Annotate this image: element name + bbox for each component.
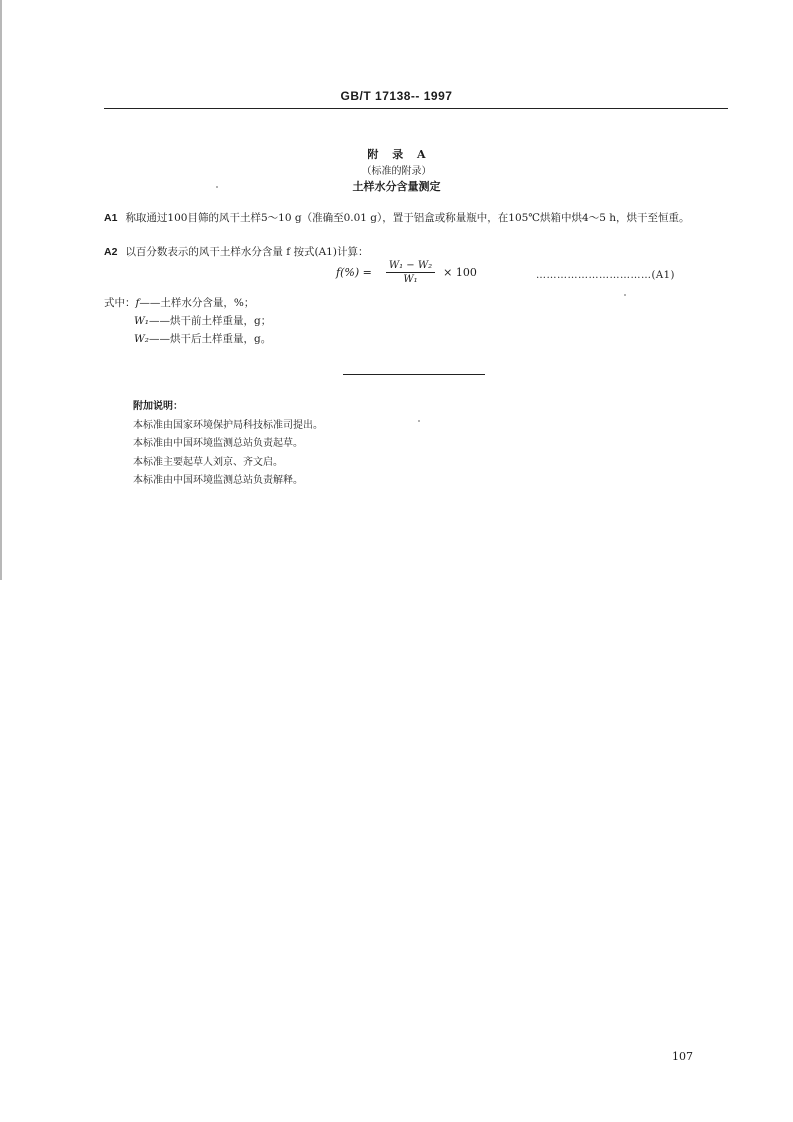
definition-symbol: W₂ [134, 333, 150, 345]
scan-edge [0, 0, 2, 580]
definition-separator: —— [149, 315, 171, 327]
formula-fraction [386, 260, 435, 285]
note-line: 本标准由国家环境保护局科技标准司提出。 [133, 419, 323, 431]
page-number: 107 [672, 1050, 693, 1063]
formula-multiplier: × 100 [443, 266, 477, 279]
definition-text: 烘干前土样重量，g； [170, 315, 272, 327]
standard-code: GB/T 17138-- 1997 [340, 89, 453, 103]
note-line: 本标准由中国环境监测总站负责解释。 [133, 475, 303, 486]
formula-lhs: f(%) = [336, 266, 372, 279]
appendix-heading: 土样水分含量测定 [352, 180, 441, 193]
definition-text: 土样水分含量，%； [160, 297, 255, 309]
definition-symbol: f [135, 297, 140, 309]
clause-a2 [104, 244, 730, 261]
scan-speck [624, 294, 626, 296]
definition-separator: —— [139, 297, 161, 309]
definitions [104, 294, 271, 348]
scan-speck [418, 420, 420, 422]
additional-notes [133, 398, 323, 491]
definition-row [104, 312, 271, 330]
formula-numerator: W₁ − W₂ [386, 260, 435, 273]
definition-row [104, 330, 271, 348]
appendix-title: 附 录 A [367, 148, 426, 161]
clause-text: 以百分数表示的风干土样水分含量 f 按式(A1)计算： [125, 246, 369, 258]
section-divider [343, 374, 485, 375]
clause-text: 称取通过100目筛的风干土样5～10 g（准确至0.01 g），置于铝盒或称量瓶中，在105℃烘箱中烘4～5 h，烘干至恒重。 [125, 212, 690, 224]
definition-separator: —— [149, 333, 171, 345]
formula-denominator: W₁ [403, 274, 418, 285]
clause-label: A2 [104, 246, 118, 258]
formula-a1 [336, 260, 477, 285]
scan-speck [216, 186, 218, 188]
clause-label: A1 [104, 212, 118, 224]
definition-row [104, 294, 271, 312]
definition-symbol: W₁ [134, 315, 150, 327]
notes-title: 附加说明： [133, 401, 183, 412]
definition-text: 烘干后土样重量，g。 [170, 333, 272, 345]
header-rule [104, 108, 728, 109]
definitions-intro: 式中： [104, 297, 136, 309]
appendix-subtitle: （标准的附录） [361, 166, 432, 177]
note-line: 本标准由中国环境监测总站负责起草。 [133, 438, 303, 449]
note-line: 本标准主要起草人刘京、齐文启。 [133, 456, 283, 468]
formula-tag: ……………………………(A1) [536, 270, 675, 281]
clause-a1 [104, 210, 730, 227]
